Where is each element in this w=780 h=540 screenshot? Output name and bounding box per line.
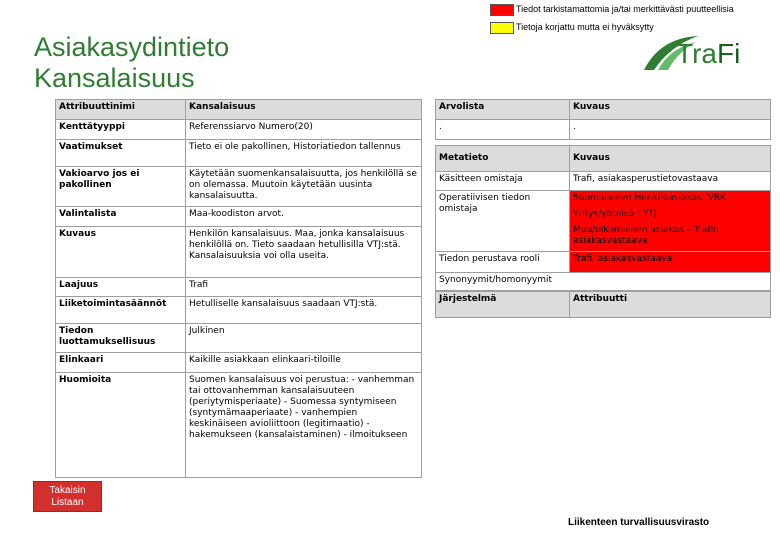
logo-text-tra: Tra	[676, 38, 717, 69]
attribute-table-header	[56, 100, 422, 120]
logo-text-fi: Fi	[716, 38, 741, 69]
table-row	[436, 252, 771, 273]
legend-yellow-label: Tietoja korjattu mutta ei hyväksytty	[516, 22, 654, 32]
trafi-logo	[640, 30, 760, 94]
page-title-line1: Asiakasydintieto	[34, 32, 230, 62]
metadata-col2-header: Kuvaus	[570, 146, 771, 172]
row-value: Hetulliselle kansalaisuus saadaan VTJ:stä.	[186, 297, 422, 324]
value-list-cell: .	[570, 120, 771, 140]
value-list-cell: .	[436, 120, 570, 140]
value-list-col1-header: Arvolista	[436, 100, 570, 120]
owner-line: Muu/ulkomainen asiakas – Trafin asiakasvastaava	[573, 225, 719, 246]
metadata-value-flagged: Trafi, asiakasvastaava	[570, 252, 771, 273]
owner-line: Suomalainen Henkilöasiakas: VRK	[573, 193, 726, 203]
value-list-header	[436, 100, 771, 120]
table-row	[56, 207, 422, 227]
row-label: Laajuus	[56, 278, 186, 297]
table-row	[436, 172, 771, 191]
row-label: Elinkaari	[56, 353, 186, 373]
page-title-line2: Kansalaisuus	[34, 63, 195, 93]
system-header	[436, 292, 771, 318]
system-col1-header: Järjestelmä	[436, 292, 570, 318]
row-value: Maa-koodiston arvot.	[186, 207, 422, 227]
table-row	[56, 297, 422, 324]
legend-red-swatch	[490, 4, 514, 16]
row-value: Tieto ei ole pakollinen, Historiatiedon tallennus	[186, 140, 422, 167]
table-row	[56, 167, 422, 207]
metadata-label: Tiedon perustava rooli	[436, 252, 570, 273]
legend-yellow-swatch	[490, 22, 514, 34]
table-row	[56, 324, 422, 353]
row-value: Julkinen	[186, 324, 422, 353]
owner-line: Yritys/yhteisö : YTJ	[573, 209, 657, 219]
back-button-line2: Listaan	[51, 496, 84, 508]
row-label: Huomioita	[56, 373, 186, 478]
back-to-list-button[interactable]	[33, 481, 102, 512]
table-row	[56, 227, 422, 278]
row-label: Kuvaus	[56, 227, 186, 278]
table-row	[56, 120, 422, 140]
table-row	[56, 353, 422, 373]
metadata-value-flagged	[570, 191, 771, 252]
system-col2-header: Attribuutti	[570, 292, 771, 318]
row-value: Kaikille asiakkaan elinkaari-tiloille	[186, 353, 422, 373]
row-label: Vaatimukset	[56, 140, 186, 167]
row-value: Suomen kansalaisuus voi perustua: - vanhemman tai ottovanhemman kansalaisuuteen (periytymisperiaate) - Suomessa syntymiseen (syntymämaaperiaate) - vanhempien keskinäiseen avioliittoon (legitimaatio) - hakemukseen (kansalaistaminen) - ilmoitukseen	[186, 373, 422, 478]
value-list-col2-header: Kuvaus	[570, 100, 771, 120]
table-row	[56, 140, 422, 167]
metadata-header	[436, 146, 771, 172]
metadata-table	[435, 145, 771, 291]
attribute-name-label: Attribuuttinimi	[56, 100, 186, 120]
row-value: Trafi	[186, 278, 422, 297]
row-label: Vakioarvo jos ei pakollinen	[56, 167, 186, 207]
row-value: Henkilön kansalaisuus. Maa, jonka kansalaisuus henkilöllä on. Tieto saadaan hetullisilla VTJ:stä. Kansalaisuuksia voi olla useita.	[186, 227, 422, 278]
table-row	[436, 273, 771, 291]
table-row	[56, 278, 422, 297]
row-label: Tiedon luottamuksellisuus	[56, 324, 186, 353]
row-value: Käytetään suomenkansalaisuutta, jos henkilöllä se on olemassa. Muutoin käytetään uusinta kansalaisuutta.	[186, 167, 422, 207]
row-label: Kenttätyyppi	[56, 120, 186, 140]
table-row	[56, 373, 422, 478]
value-list-table	[435, 99, 771, 140]
table-row	[436, 120, 771, 140]
footer-agency-name: Liikenteen turvallisuusvirasto	[568, 517, 710, 528]
metadata-label: Operatiivisen tiedon omistaja	[436, 191, 570, 252]
row-label: Liiketoimintasäännöt	[56, 297, 186, 324]
attribute-name-value: Kansalaisuus	[186, 100, 422, 120]
table-row	[436, 191, 771, 252]
legend-red-label: Tiedot tarkistamattomia ja/tai merkittävästi puutteellisia	[516, 4, 734, 14]
back-button-line1: Takaisin	[49, 484, 86, 496]
row-value: Referenssiarvo Numero(20)	[186, 120, 422, 140]
attribute-table	[55, 99, 422, 478]
metadata-col1-header: Metatieto	[436, 146, 570, 172]
metadata-value: Trafi, asiakasperustietovastaava	[570, 172, 771, 191]
metadata-label: Käsitteen omistaja	[436, 172, 570, 191]
system-table	[435, 291, 771, 318]
synonyms-label: Synonyymit/homonyymit	[436, 273, 771, 291]
row-label: Valintalista	[56, 207, 186, 227]
